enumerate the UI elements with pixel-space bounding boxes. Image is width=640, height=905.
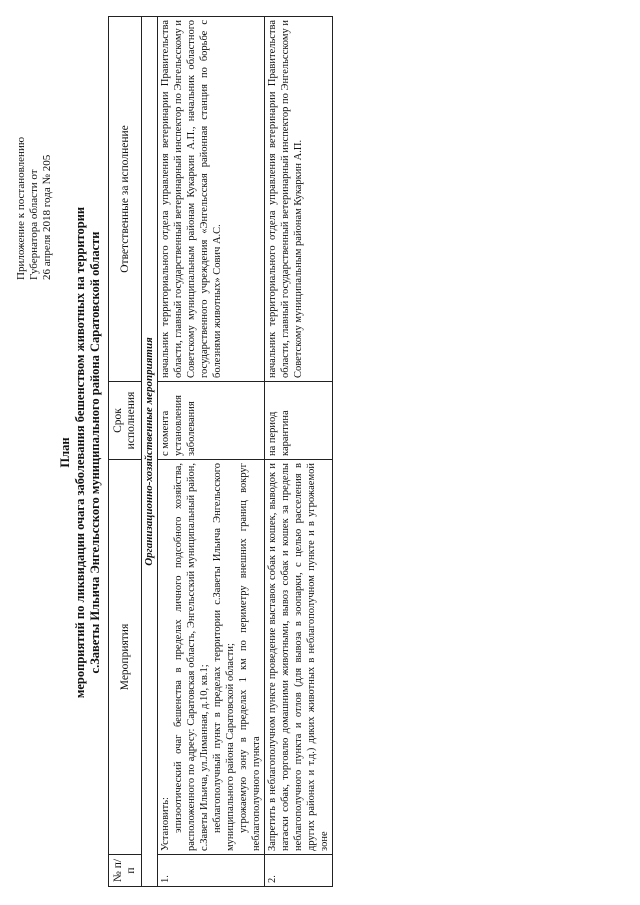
row-2-measures [265, 460, 333, 855]
document-subtitle-line-1: мероприятий по ликвидации очага заболевания бешенством животных на территории [73, 206, 87, 699]
header-num: № п/п [109, 855, 142, 887]
row-1-responsible: начальник территориального отдела управления ветеринарии Правительства области, главный государственный ветеринарный инспектор по Энгельсскому и Советскому муниципальным районам Кукаркин А.П., начальник областного государственного учреждения «Энгельсская районная станция по борьбе с болезнями животных» Сович А.С. [158, 17, 265, 382]
row-1-measure-3: неблагополучный пункт в пределах территории с.Заветы Ильича Энгельсского муниципального района Саратовской области; [212, 463, 236, 851]
appendix-note [15, 30, 54, 280]
row-1-measure-2: эпизоотический очаг бешенства в пределах личного подсобного хозяйства, расположенного по адресу: Саратовская область, Энгельсский муниципальный район, с.Заветы Ильича, ул.Лиманная, д.10, кв.1; [173, 463, 210, 851]
table-header-row [109, 17, 142, 887]
section-title: Организационно-хозяйственные мероприятия [142, 17, 158, 887]
section-row [142, 17, 158, 887]
appendix-line-3: 26 апреля 2018 года № 205 [41, 154, 53, 280]
header-term: Срок исполнения [109, 382, 142, 460]
row-2-measure-1: Запретить в неблагополучном пункте проведение выставок собак и кошек, выводок и натаски собак, торговлю домашними животными, вывоз собак и кошек за пределы неблагополучного пункта и отлов (для вывоза в зоопарки, с целью расселения в других районах и т.д.) диких животных в неблагополучном пункте и в угрожаемой зоне [267, 463, 330, 851]
document-title: План [58, 437, 72, 468]
row-2-responsible: начальник территориального отдела управления ветеринарии Правительства области, главный государственный ветеринарный инспектор по Энгельсскому и Советскому муниципальным районам Кукаркин А.П. [265, 17, 333, 382]
table-row [158, 17, 265, 887]
document-subtitle-line-2: с.Заветы Ильича Энгельсского муниципального района Саратовской области [88, 231, 102, 674]
row-2-num: 2. [265, 855, 333, 887]
table-row [265, 17, 333, 887]
row-1-term: с момента установления заболевания [158, 382, 265, 460]
header-responsible: Ответственные за исполнение [109, 17, 142, 382]
appendix-line-1: Приложение к постановлению [15, 136, 27, 280]
appendix-line-2: Губернатора области от [28, 169, 40, 280]
row-1-measures [158, 460, 265, 855]
row-2-term: на период карантина [265, 382, 333, 460]
header-measures: Мероприятия [109, 460, 142, 855]
row-1-num: 1. [158, 855, 265, 887]
row-1-measure-4: угрожаемую зону в пределах 1 км по периметру внешних границ вокруг неблагополучного пункта [238, 463, 262, 851]
measures-table [108, 16, 333, 887]
row-1-measure-1: Установить: [160, 797, 171, 851]
